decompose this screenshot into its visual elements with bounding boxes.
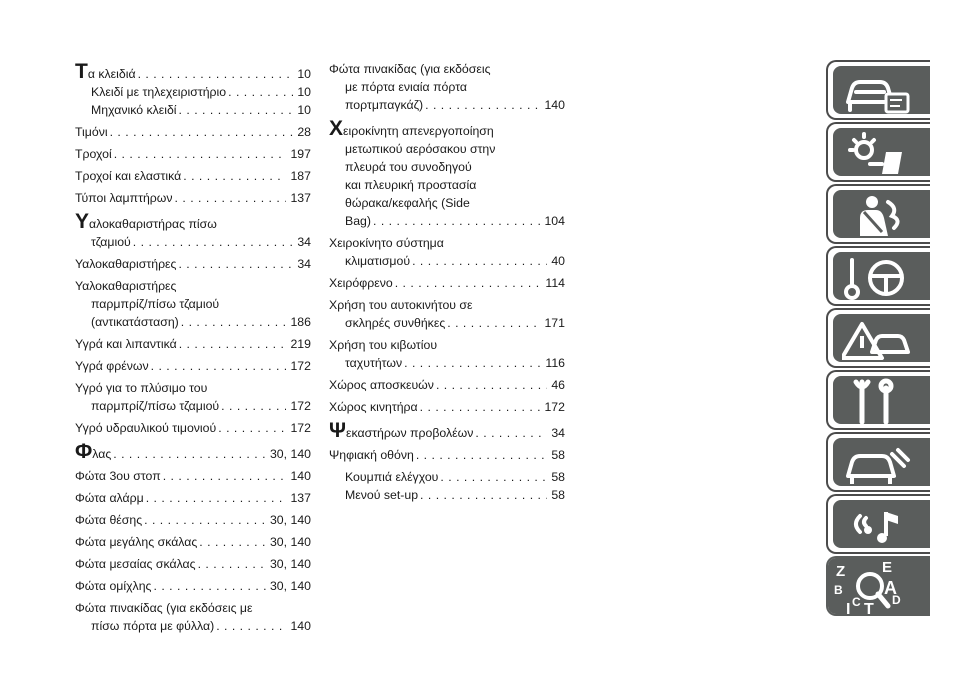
- page-number: 172: [290, 399, 311, 413]
- entry-text: Φώτα πινακίδας (για εκδόσεις: [329, 62, 491, 76]
- page-number: 116: [545, 356, 565, 370]
- dot-leader: [146, 489, 287, 507]
- entry-text: Μενού set-up: [345, 488, 419, 502]
- tab-warning-lights[interactable]: [826, 122, 930, 182]
- dot-leader: [228, 83, 293, 101]
- tab-dashboard[interactable]: [826, 60, 930, 120]
- index-entry: [329, 419, 565, 442]
- index-entry: [75, 379, 311, 397]
- index-subentry: [329, 468, 565, 486]
- page-number: 28: [297, 125, 311, 139]
- tab-starting-driving[interactable]: [826, 246, 930, 306]
- page-number: 140: [544, 98, 565, 112]
- tab-multimedia[interactable]: [826, 494, 930, 554]
- index-entry: [75, 60, 311, 83]
- page-number: 10: [297, 85, 311, 99]
- entry-text: Κλειδί με τηλεχειριστήριο: [91, 85, 227, 99]
- dot-leader: [475, 424, 547, 442]
- entry-text: ταχυτήτων: [345, 356, 403, 370]
- index-subentry: [75, 295, 311, 313]
- index-letter: D: [892, 593, 901, 607]
- entry-text: παρμπρίζ/πίσω τζαμιού: [91, 297, 220, 311]
- page-number: 137: [290, 191, 311, 205]
- entry-text: Μηχανικό κλειδί: [91, 103, 177, 117]
- index-subentry: [329, 486, 565, 504]
- entry-text: Κουμπιά ελέγχου: [345, 470, 439, 484]
- technical-data-icon: [842, 440, 912, 488]
- page-number: 10: [297, 67, 311, 81]
- index-subentry: [329, 140, 565, 158]
- page-number: 30, 140: [269, 579, 311, 593]
- index-entry: [75, 419, 311, 437]
- index-entry: [329, 446, 565, 464]
- dot-leader: [218, 419, 286, 437]
- dot-leader: [221, 397, 286, 415]
- entry-text: λας: [92, 447, 112, 461]
- entry-text: Χρήση του αυτοκινήτου σε: [329, 298, 473, 312]
- dot-leader: [412, 252, 547, 270]
- index-subentry: [75, 397, 311, 415]
- page-number: 58: [551, 488, 565, 502]
- index-entry: [75, 577, 311, 595]
- index-letter: I: [846, 601, 851, 616]
- page-number: 30, 140: [269, 557, 311, 571]
- dot-leader: [447, 314, 540, 332]
- entry-text: πίσω πόρτα με φύλλα): [91, 619, 215, 633]
- entry-text: Χειροκίνητο σύστημα: [329, 236, 444, 250]
- page-number: 34: [551, 426, 565, 440]
- entry-text: Ψηφιακή οθόνη: [329, 448, 414, 462]
- index-entry: [329, 336, 565, 354]
- index-subentry: [329, 212, 565, 230]
- dot-leader: [178, 255, 293, 273]
- dot-leader: [175, 189, 287, 207]
- section-initial: Χ: [329, 117, 344, 140]
- entry-text: Φώτα μεσαίας σκάλας: [75, 557, 196, 571]
- entry-text: Υαλοκαθαριστήρες: [75, 279, 177, 293]
- entry-text: Φώτα ομίχλης: [75, 579, 152, 593]
- tab-safety[interactable]: [826, 184, 930, 244]
- dot-leader: [144, 511, 266, 529]
- index-subentry: [329, 78, 565, 96]
- dot-leader: [179, 335, 287, 353]
- entry-text: Bag): [345, 214, 371, 228]
- index-az-icon: [832, 558, 912, 616]
- dot-leader: [183, 167, 286, 185]
- index-subentry: [329, 158, 565, 176]
- index-entry: [75, 145, 311, 163]
- index-entry: [75, 511, 311, 529]
- index-entry: [75, 167, 311, 185]
- dot-leader: [181, 313, 287, 331]
- entry-text: ειροκίνητη απενεργοποίηση: [343, 124, 494, 138]
- index-letter: A: [884, 578, 897, 598]
- dot-leader: [420, 398, 541, 416]
- entry-text: Φώτα μεγάλης σκάλας: [75, 535, 198, 549]
- index-entry: [329, 376, 565, 394]
- dot-leader: [199, 533, 266, 551]
- entry-text: Τροχοί και ελαστικά: [75, 169, 182, 183]
- entry-text: Υαλοκαθαριστήρες: [75, 257, 177, 271]
- entry-text: Φώτα 3ου στοπ: [75, 469, 161, 483]
- entry-text: Χρήση του κιβωτίου: [329, 338, 438, 352]
- dot-leader: [373, 212, 540, 230]
- entry-text: και πλευρική προστασία: [345, 178, 477, 192]
- index-letter: Z: [836, 563, 846, 580]
- index-subentry: [75, 101, 311, 119]
- entry-text: (αντικατάσταση): [91, 315, 179, 329]
- page-number: 140: [290, 619, 311, 633]
- index-entry: [75, 123, 311, 141]
- dot-leader: [216, 617, 286, 635]
- index-entry: [75, 357, 311, 375]
- index-letter: E: [882, 559, 893, 576]
- index-entry: [75, 555, 311, 573]
- page-number: 172: [290, 421, 311, 435]
- breakdown-triangle-icon: [842, 316, 912, 364]
- entry-text: Τιμόνι: [75, 125, 108, 139]
- index-letter: B: [834, 583, 843, 597]
- index-entry: [75, 440, 311, 463]
- entry-text: Τύποι λαμπτήρων: [75, 191, 173, 205]
- page-number: 58: [551, 448, 565, 462]
- index-subentry: [329, 96, 565, 114]
- entry-text: Φώτα θέσης: [75, 513, 143, 527]
- tab-emergency[interactable]: [826, 308, 930, 368]
- car-dashboard-icon: [842, 68, 912, 116]
- entry-text: Χειρόφρενο: [329, 276, 393, 290]
- page-number: 187: [290, 169, 311, 183]
- section-initial: Ψ: [329, 419, 346, 442]
- dot-leader: [436, 376, 547, 394]
- dot-leader: [113, 445, 266, 463]
- page-number: 186: [290, 315, 311, 329]
- section-initial: Υ: [75, 210, 90, 233]
- entry-text: μετωπικού αερόσακου στην: [345, 142, 496, 156]
- index-subentry: [329, 354, 565, 372]
- index-entry: [329, 234, 565, 252]
- index-entry: [329, 274, 565, 292]
- index-entry: [75, 533, 311, 551]
- page-number: 30, 140: [269, 535, 311, 549]
- index-letter: T: [864, 601, 874, 616]
- page-number: 197: [290, 147, 311, 161]
- index-subentry: [329, 176, 565, 194]
- index-entry: [75, 599, 311, 617]
- index-entry: [329, 60, 565, 78]
- entry-text: Υγρά φρένων: [75, 359, 149, 373]
- dot-leader: [153, 577, 265, 595]
- section-initial: Φ: [75, 440, 93, 463]
- index-entry: [75, 210, 311, 233]
- entry-text: Υγρό για το πλύσιμο του: [75, 381, 208, 395]
- index-entry: [75, 335, 311, 353]
- multimedia-icon: [842, 502, 912, 550]
- index-entry: [75, 489, 311, 507]
- dot-leader: [440, 468, 547, 486]
- dot-leader: [425, 96, 540, 114]
- entry-text: θώρακα/κεφαλής (Side: [345, 196, 470, 210]
- page-number: 40: [551, 254, 565, 268]
- entry-text: πορτμπαγκάζ): [345, 98, 424, 112]
- entry-text: αλοκαθαριστήρας πίσω: [89, 217, 217, 231]
- entry-text: με πόρτα ενιαία πόρτα: [345, 80, 468, 94]
- index-subentry: [75, 83, 311, 101]
- dot-leader: [151, 357, 287, 375]
- entry-text: παρμπρίζ/πίσω τζαμιού: [91, 399, 220, 413]
- page-number: 34: [297, 235, 311, 249]
- entry-text: Χώρος κινητήρα: [329, 400, 418, 414]
- index-subentry: [329, 194, 565, 212]
- key-steering-icon: [842, 254, 912, 302]
- index-entry: [75, 467, 311, 485]
- page-number: 104: [544, 214, 565, 228]
- entry-text: εκαστήρων προβολέων: [346, 426, 474, 440]
- entry-text: Τροχοί: [75, 147, 112, 161]
- tab-index[interactable]: [826, 556, 930, 616]
- index-subentry: [329, 252, 565, 270]
- entry-text: τζαμιού: [91, 235, 131, 249]
- entry-text: Υγρά και λιπαντικά: [75, 337, 177, 351]
- page-number: 140: [290, 469, 311, 483]
- tab-technical-data[interactable]: [826, 432, 930, 492]
- dot-leader: [133, 233, 294, 251]
- page-number: 30, 140: [269, 513, 311, 527]
- page-number: 172: [290, 359, 311, 373]
- index-entry: [329, 117, 565, 140]
- dot-leader: [179, 101, 294, 119]
- entry-text: κλιματισμού: [345, 254, 411, 268]
- page-number: 137: [290, 491, 311, 505]
- dot-leader: [138, 65, 294, 83]
- dot-leader: [114, 145, 287, 163]
- page-number: 10: [297, 103, 311, 117]
- index-column-right: [329, 60, 565, 504]
- index-entry: [329, 296, 565, 314]
- seatbelt-airbag-icon: [842, 192, 912, 240]
- index-subentry: [75, 617, 311, 635]
- page-number: 46: [551, 378, 565, 392]
- page-number: 114: [545, 276, 565, 290]
- page-number: 34: [297, 257, 311, 271]
- index-subentry: [329, 314, 565, 332]
- tab-maintenance[interactable]: [826, 370, 930, 430]
- entry-text: Υγρό υδραυλικού τιμονιού: [75, 421, 217, 435]
- entry-text: πλευρά του συνοδηγού: [345, 160, 472, 174]
- page-number: 171: [544, 316, 565, 330]
- entry-text: Φώτα αλάρμ: [75, 491, 144, 505]
- index-column-left: [75, 60, 311, 635]
- dot-leader: [198, 555, 266, 573]
- index-subentry: [75, 233, 311, 251]
- warning-lights-icon: [842, 130, 912, 178]
- section-initial: Τ: [75, 60, 88, 83]
- dot-leader: [110, 123, 294, 141]
- maintenance-tools-icon: [842, 378, 912, 426]
- page-number: 219: [290, 337, 311, 351]
- entry-text: Χώρος αποσκευών: [329, 378, 434, 392]
- page-number: 58: [551, 470, 565, 484]
- dot-leader: [416, 446, 547, 464]
- index-letter: C: [852, 595, 861, 609]
- dot-leader: [163, 467, 287, 485]
- index-entry: [329, 398, 565, 416]
- page-number: 172: [544, 400, 565, 414]
- index-entry: [75, 277, 311, 295]
- entry-text: α κλειδιά: [87, 67, 136, 81]
- page-number: 30, 140: [269, 447, 311, 461]
- entry-text: Φώτα πινακίδας (για εκδόσεις με: [75, 601, 253, 615]
- dot-leader: [420, 486, 547, 504]
- entry-text: σκληρές συνθήκες: [345, 316, 446, 330]
- index-subentry: [75, 313, 311, 331]
- index-entry: [75, 255, 311, 273]
- index-entry: [75, 189, 311, 207]
- dot-leader: [404, 354, 541, 372]
- dot-leader: [395, 274, 542, 292]
